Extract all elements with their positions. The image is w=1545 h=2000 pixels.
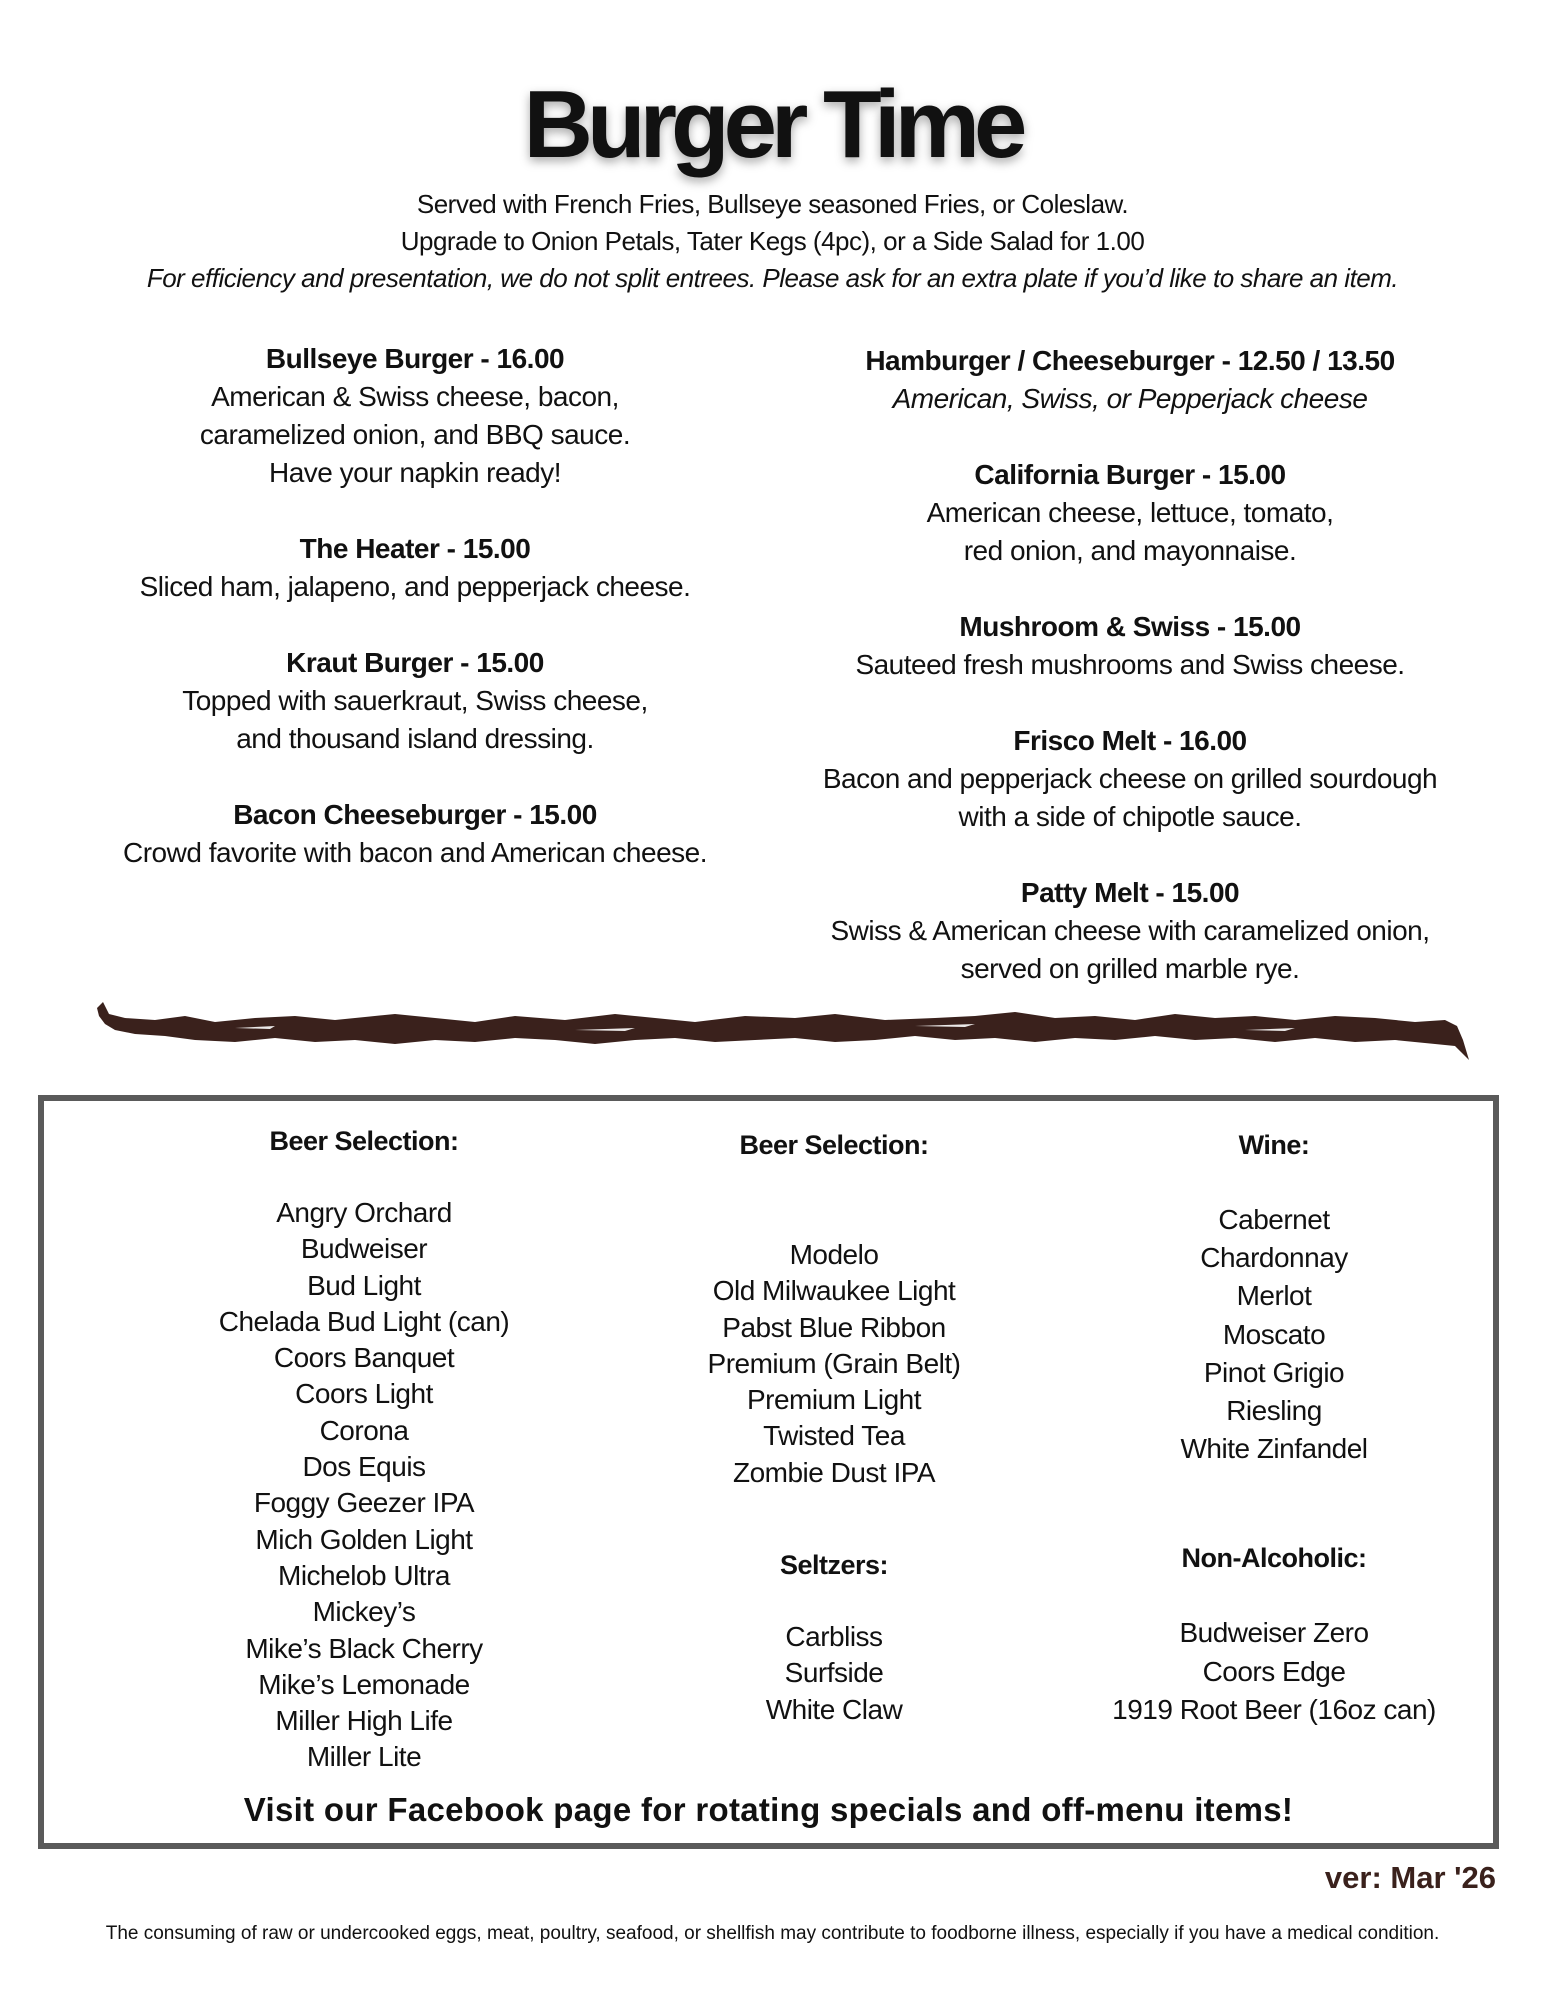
wine-column (1084, 1127, 1464, 1729)
list-item: White Claw (765, 1693, 903, 1725)
list-item: Mike’s Black Cherry (245, 1632, 483, 1664)
menu-intro (0, 186, 1545, 297)
menu-item (805, 722, 1455, 836)
list-item: Budweiser Zero (1179, 1617, 1369, 1649)
list-item: Coors Light (295, 1378, 433, 1410)
list-item: Michelob Ultra (278, 1559, 450, 1591)
list-item: Pabst Blue Ribbon (722, 1311, 946, 1343)
list-item: Bud Light (307, 1269, 421, 1301)
item-name: The Heater - 15.00 (299, 533, 531, 564)
item-name: Mushroom & Swiss - 15.00 (959, 611, 1301, 642)
item-name: Frisco Melt - 16.00 (1013, 725, 1247, 756)
brush-stroke-shape (97, 1002, 1469, 1060)
item-name: Hamburger / Cheeseburger - 12.50 / 13.50 (865, 345, 1395, 376)
list-item: Dos Equis (302, 1451, 426, 1483)
list-item: White Zinfandel (1180, 1433, 1368, 1465)
list-item: Miller Lite (306, 1741, 422, 1773)
version-label: ver: Mar '26 (1324, 1860, 1496, 1895)
list-item: Carbliss (785, 1621, 883, 1653)
list-item: Zombie Dust IPA (732, 1456, 936, 1488)
beer-column-2 (604, 1127, 1064, 1728)
menu-title: Burger Time (523, 71, 1022, 178)
item-description: Topped with sauerkraut, Swiss cheese, and thousand island dressing. (182, 685, 648, 754)
list-item: Mich Golden Light (255, 1523, 473, 1555)
menu-item (805, 456, 1455, 570)
list-item: Twisted Tea (763, 1420, 905, 1452)
list-item: Modelo (789, 1239, 879, 1270)
list-item: Mickey’s (312, 1596, 416, 1628)
drinks-box (38, 1095, 1499, 1849)
upgrade-line: Upgrade to Onion Petals, Tater Kegs (4pc), or a Side Salad for 1.00 (400, 226, 1145, 256)
list-item: Premium (Grain Belt) (707, 1347, 961, 1379)
item-description: American & Swiss cheese, bacon, caramelized onion, and BBQ sauce. Have your napkin ready! (199, 381, 631, 488)
menu-item (90, 796, 740, 872)
menu-item (90, 644, 740, 758)
list-item: Merlot (1236, 1280, 1312, 1312)
non-alcoholic-list (1084, 1614, 1464, 1729)
burgers-left-column (90, 340, 740, 910)
brush-stroke-divider (95, 1000, 1470, 1070)
list-item: Riesling (1226, 1395, 1322, 1427)
item-description: Swiss & American cheese with caramelized onion, served on grilled marble rye. (830, 915, 1430, 984)
wine-heading: Wine: (1238, 1130, 1310, 1160)
menu-item (90, 340, 740, 492)
item-name: Kraut Burger - 15.00 (286, 647, 544, 678)
menu-item (90, 530, 740, 606)
list-item: Foggy Geezer IPA (253, 1487, 475, 1519)
menu-item (805, 608, 1455, 684)
wine-list (1084, 1201, 1464, 1468)
list-item: 1919 Root Beer (16oz can) (1112, 1693, 1436, 1725)
beer-heading: Beer Selection: (269, 1126, 459, 1156)
beer-heading: Beer Selection: (739, 1130, 929, 1160)
item-name: Bacon Cheeseburger - 15.00 (233, 799, 597, 830)
list-item: Premium Light (746, 1384, 921, 1416)
item-name: Patty Melt - 15.00 (1020, 877, 1240, 908)
list-item: Miller High Life (275, 1705, 453, 1737)
list-item: Coors Edge (1202, 1655, 1346, 1687)
menu-item (805, 874, 1455, 988)
list-item: Corona (319, 1414, 409, 1446)
list-item: Chelada Bud Light (can) (218, 1305, 510, 1337)
item-description: American cheese, lettuce, tomato, red onion, and mayonnaise. (926, 497, 1334, 566)
list-item: Chardonnay (1200, 1242, 1348, 1274)
list-item: Moscato (1222, 1318, 1326, 1350)
seltzers-list (604, 1619, 1064, 1728)
health-disclaimer: The consuming of raw or undercooked eggs, meat, poultry, seafood, or shellfish may contribute to foodborne illness, especially if you have a medical condition. (105, 1923, 1440, 1944)
beer-list (164, 1195, 564, 1776)
list-item: Pinot Grigio (1203, 1356, 1345, 1388)
item-description: American, Swiss, or Pepperjack cheese (892, 383, 1368, 414)
list-item: Coors Banquet (273, 1342, 455, 1374)
item-description: Sliced ham, jalapeno, and pepperjack cheese. (139, 571, 691, 602)
facebook-note: Visit our Facebook page for rotating specials and off-menu items! (243, 1791, 1294, 1828)
item-name: California Burger - 15.00 (974, 459, 1286, 490)
list-item: Budweiser (300, 1233, 428, 1265)
list-item: Mike’s Lemonade (258, 1668, 470, 1700)
item-description: Sauteed fresh mushrooms and Swiss cheese. (855, 649, 1405, 680)
item-description: Bacon and pepperjack cheese on grilled sourdough with a side of chipotle sauce. (822, 763, 1438, 832)
sides-line: Served with French Fries, Bullseye seasoned Fries, or Coleslaw. (416, 189, 1129, 219)
burgers-right-column (805, 342, 1455, 1026)
seltzers-heading: Seltzers: (779, 1550, 889, 1581)
list-item: Old Milwaukee Light (712, 1275, 956, 1307)
beer-list (604, 1237, 1064, 1491)
list-item: Surfside (784, 1657, 884, 1689)
beer-column-1 (164, 1123, 564, 1776)
policy-line: For efficiency and presentation, we do not split entrees. Please ask for an extra plate if you’d like to share an item. (146, 263, 1399, 293)
menu-item (805, 342, 1455, 418)
non-alcoholic-heading: Non-Alcoholic: (1181, 1543, 1367, 1574)
item-description: Crowd favorite with bacon and American cheese. (123, 837, 707, 868)
list-item: Cabernet (1218, 1204, 1330, 1235)
item-name: Bullseye Burger - 16.00 (265, 343, 565, 374)
list-item: Angry Orchard (276, 1197, 452, 1228)
